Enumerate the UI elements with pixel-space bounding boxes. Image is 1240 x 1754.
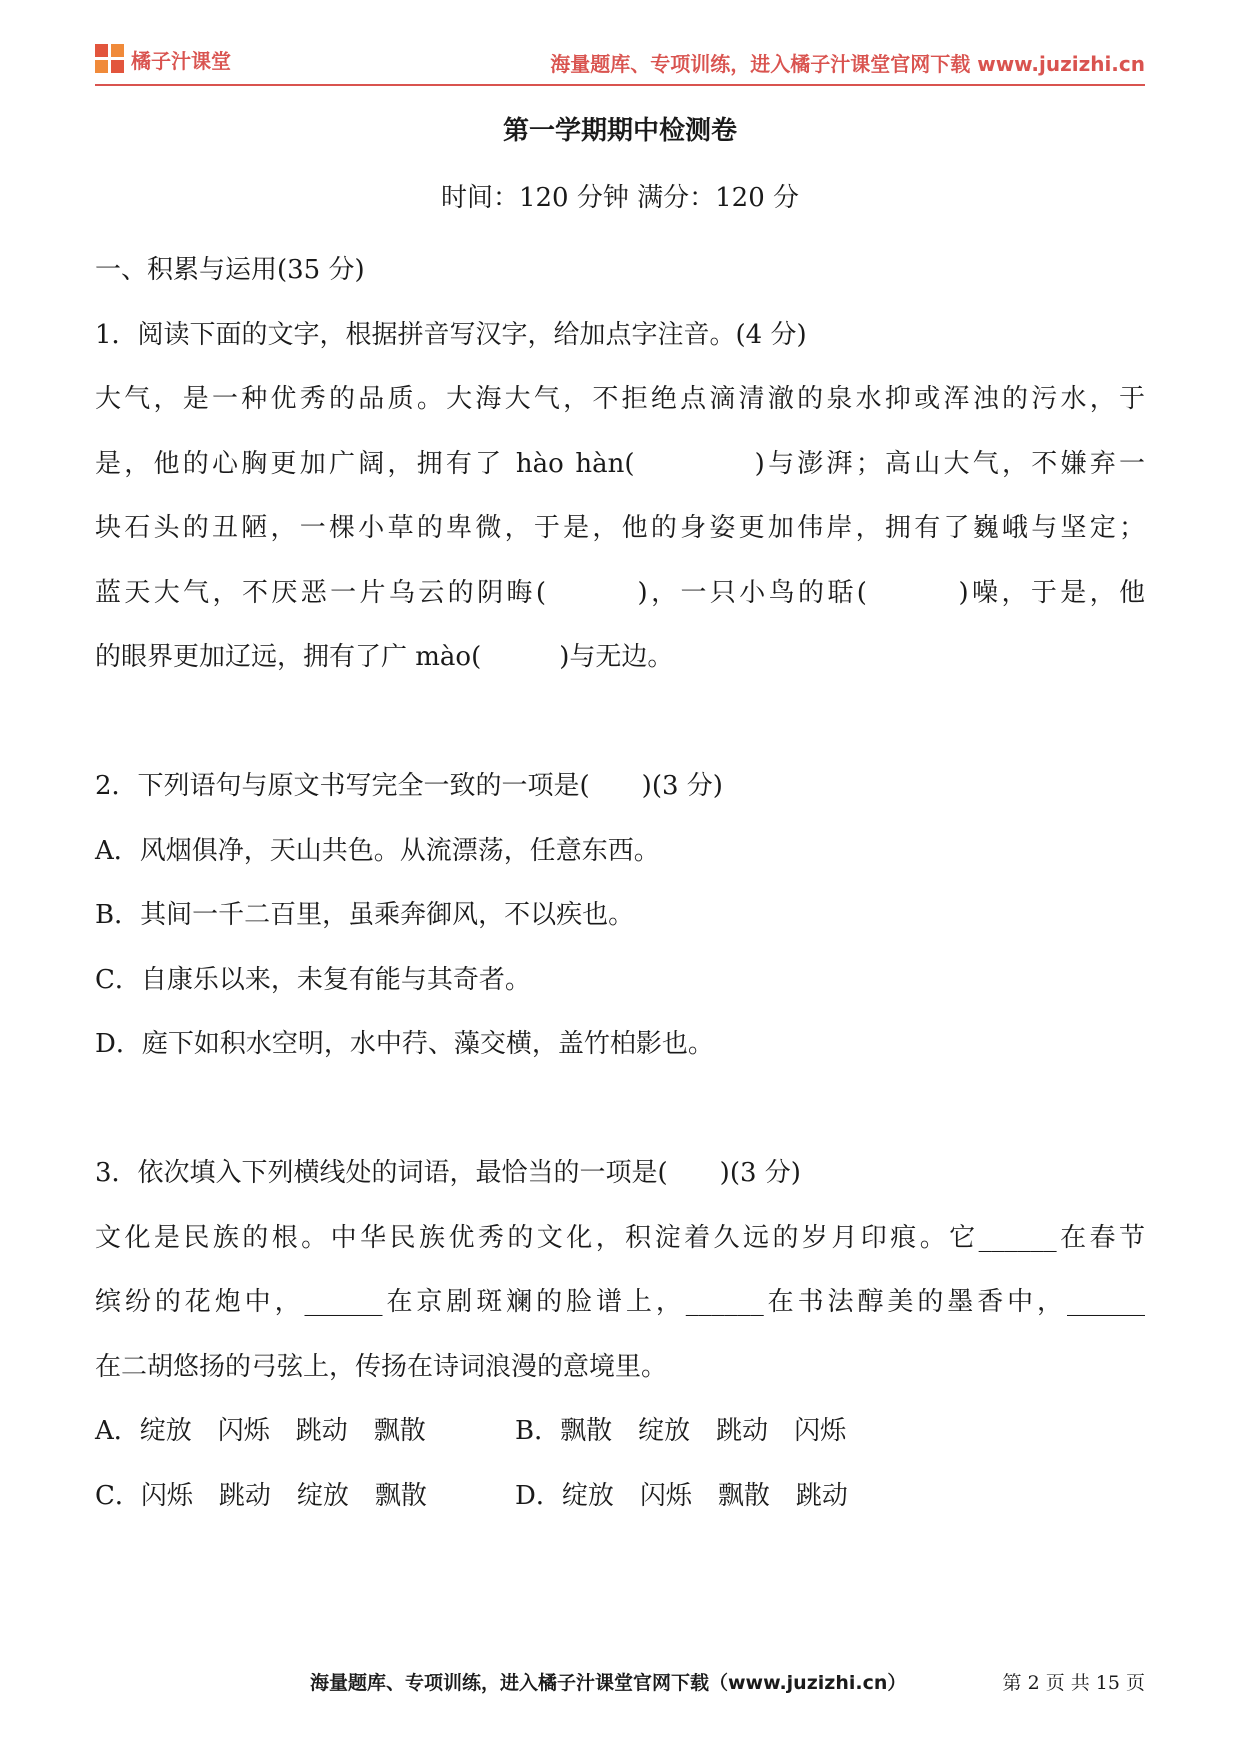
question-3-option-d: D．绽放 闪烁 飘散 跳动 <box>515 1480 848 1511</box>
spacer <box>95 690 1145 755</box>
footer-slogan: 海量题库、专项训练，进入橘子汁课堂官网下载（www.juzizhi.cn） <box>310 1672 907 1694</box>
brand-logo <box>95 44 231 74</box>
question-1-stem: 1．阅读下面的文字，根据拼音写汉字，给加点字注音。(4 分) <box>95 319 807 350</box>
logo-text: 橘子汁课堂 <box>131 48 231 73</box>
question-2-stem: 2．下列语句与原文书写完全一致的一项是( )(3 分) <box>95 771 723 801</box>
logo-icon <box>95 44 125 74</box>
exam-content <box>95 238 1145 1528</box>
question-1-passage-line: 的眼界更加辽远，拥有了广 mào( )与无边。 <box>95 642 674 672</box>
question-3-option-a: A．绽放 闪烁 跳动 飘散 <box>95 1416 426 1446</box>
question-3-passage-line: 缤纷的花炮中，______在京剧斑斓的脸谱上，______在书法醇美的墨香中，______ <box>95 1287 1145 1317</box>
page-number: 第 2 页 共 15 页 <box>1002 1672 1145 1694</box>
question-3-options-row <box>95 1399 1145 1464</box>
question-1-passage-line: 块石头的丑陋，一棵小草的卑微，于是，他的身姿更加伟岸，拥有了巍峨与坚定； <box>95 513 1145 543</box>
spacer <box>95 1077 1145 1142</box>
question-1-passage-line: 是，他的心胸更加广阔，拥有了 hào hàn( )与澎湃；高山大气，不嫌弃一 <box>95 448 1145 479</box>
question-2-option-c: C．自康乐以来，未复有能与其奇者。 <box>95 964 531 995</box>
question-3-stem: 3．依次填入下列横线处的词语，最恰当的一项是( )(3 分) <box>95 1158 801 1188</box>
question-2-option-d: D．庭下如积水空明，水中荇、藻交横，盖竹柏影也。 <box>95 1029 714 1059</box>
question-2-option-a: A．风烟俱净，天山共色。从流漂荡，任意东西。 <box>95 835 660 866</box>
question-3-options-row <box>95 1464 1145 1529</box>
question-3-option-b: B．飘散 绽放 跳动 闪烁 <box>515 1416 847 1446</box>
question-1-passage-line: 大气，是一种优秀的品质。大海大气，不拒绝点滴清澈的泉水抑或浑浊的污水，于 <box>95 384 1145 414</box>
exam-time-score: 时间：120 分钟 满分：120 分 <box>440 183 800 213</box>
question-3-passage-line: 文化是民族的根。中华民族优秀的文化，积淀着久远的岁月印痕。它______在春节 <box>95 1222 1145 1253</box>
question-2-option-b: B．其间一千二百里，虽乘奔御风，不以疾也。 <box>95 900 635 930</box>
header-slogan: 海量题库、专项训练，进入橘子汁课堂官网下载 www.juzizhi.cn <box>550 52 1145 76</box>
page-header <box>95 40 1145 86</box>
section-heading: 一、积累与运用(35 分) <box>95 255 365 285</box>
question-3-passage-line: 在二胡悠扬的弓弦上，传扬在诗词浪漫的意境里。 <box>95 1351 668 1382</box>
question-1-passage-line: 蓝天大气，不厌恶一片乌云的阴晦( )，一只小鸟的聒( )噪，于是，他 <box>95 577 1145 608</box>
exam-title: 第一学期期中检测卷 <box>502 116 737 146</box>
question-3-option-c: C．闪烁 跳动 绽放 飘散 <box>95 1480 427 1511</box>
